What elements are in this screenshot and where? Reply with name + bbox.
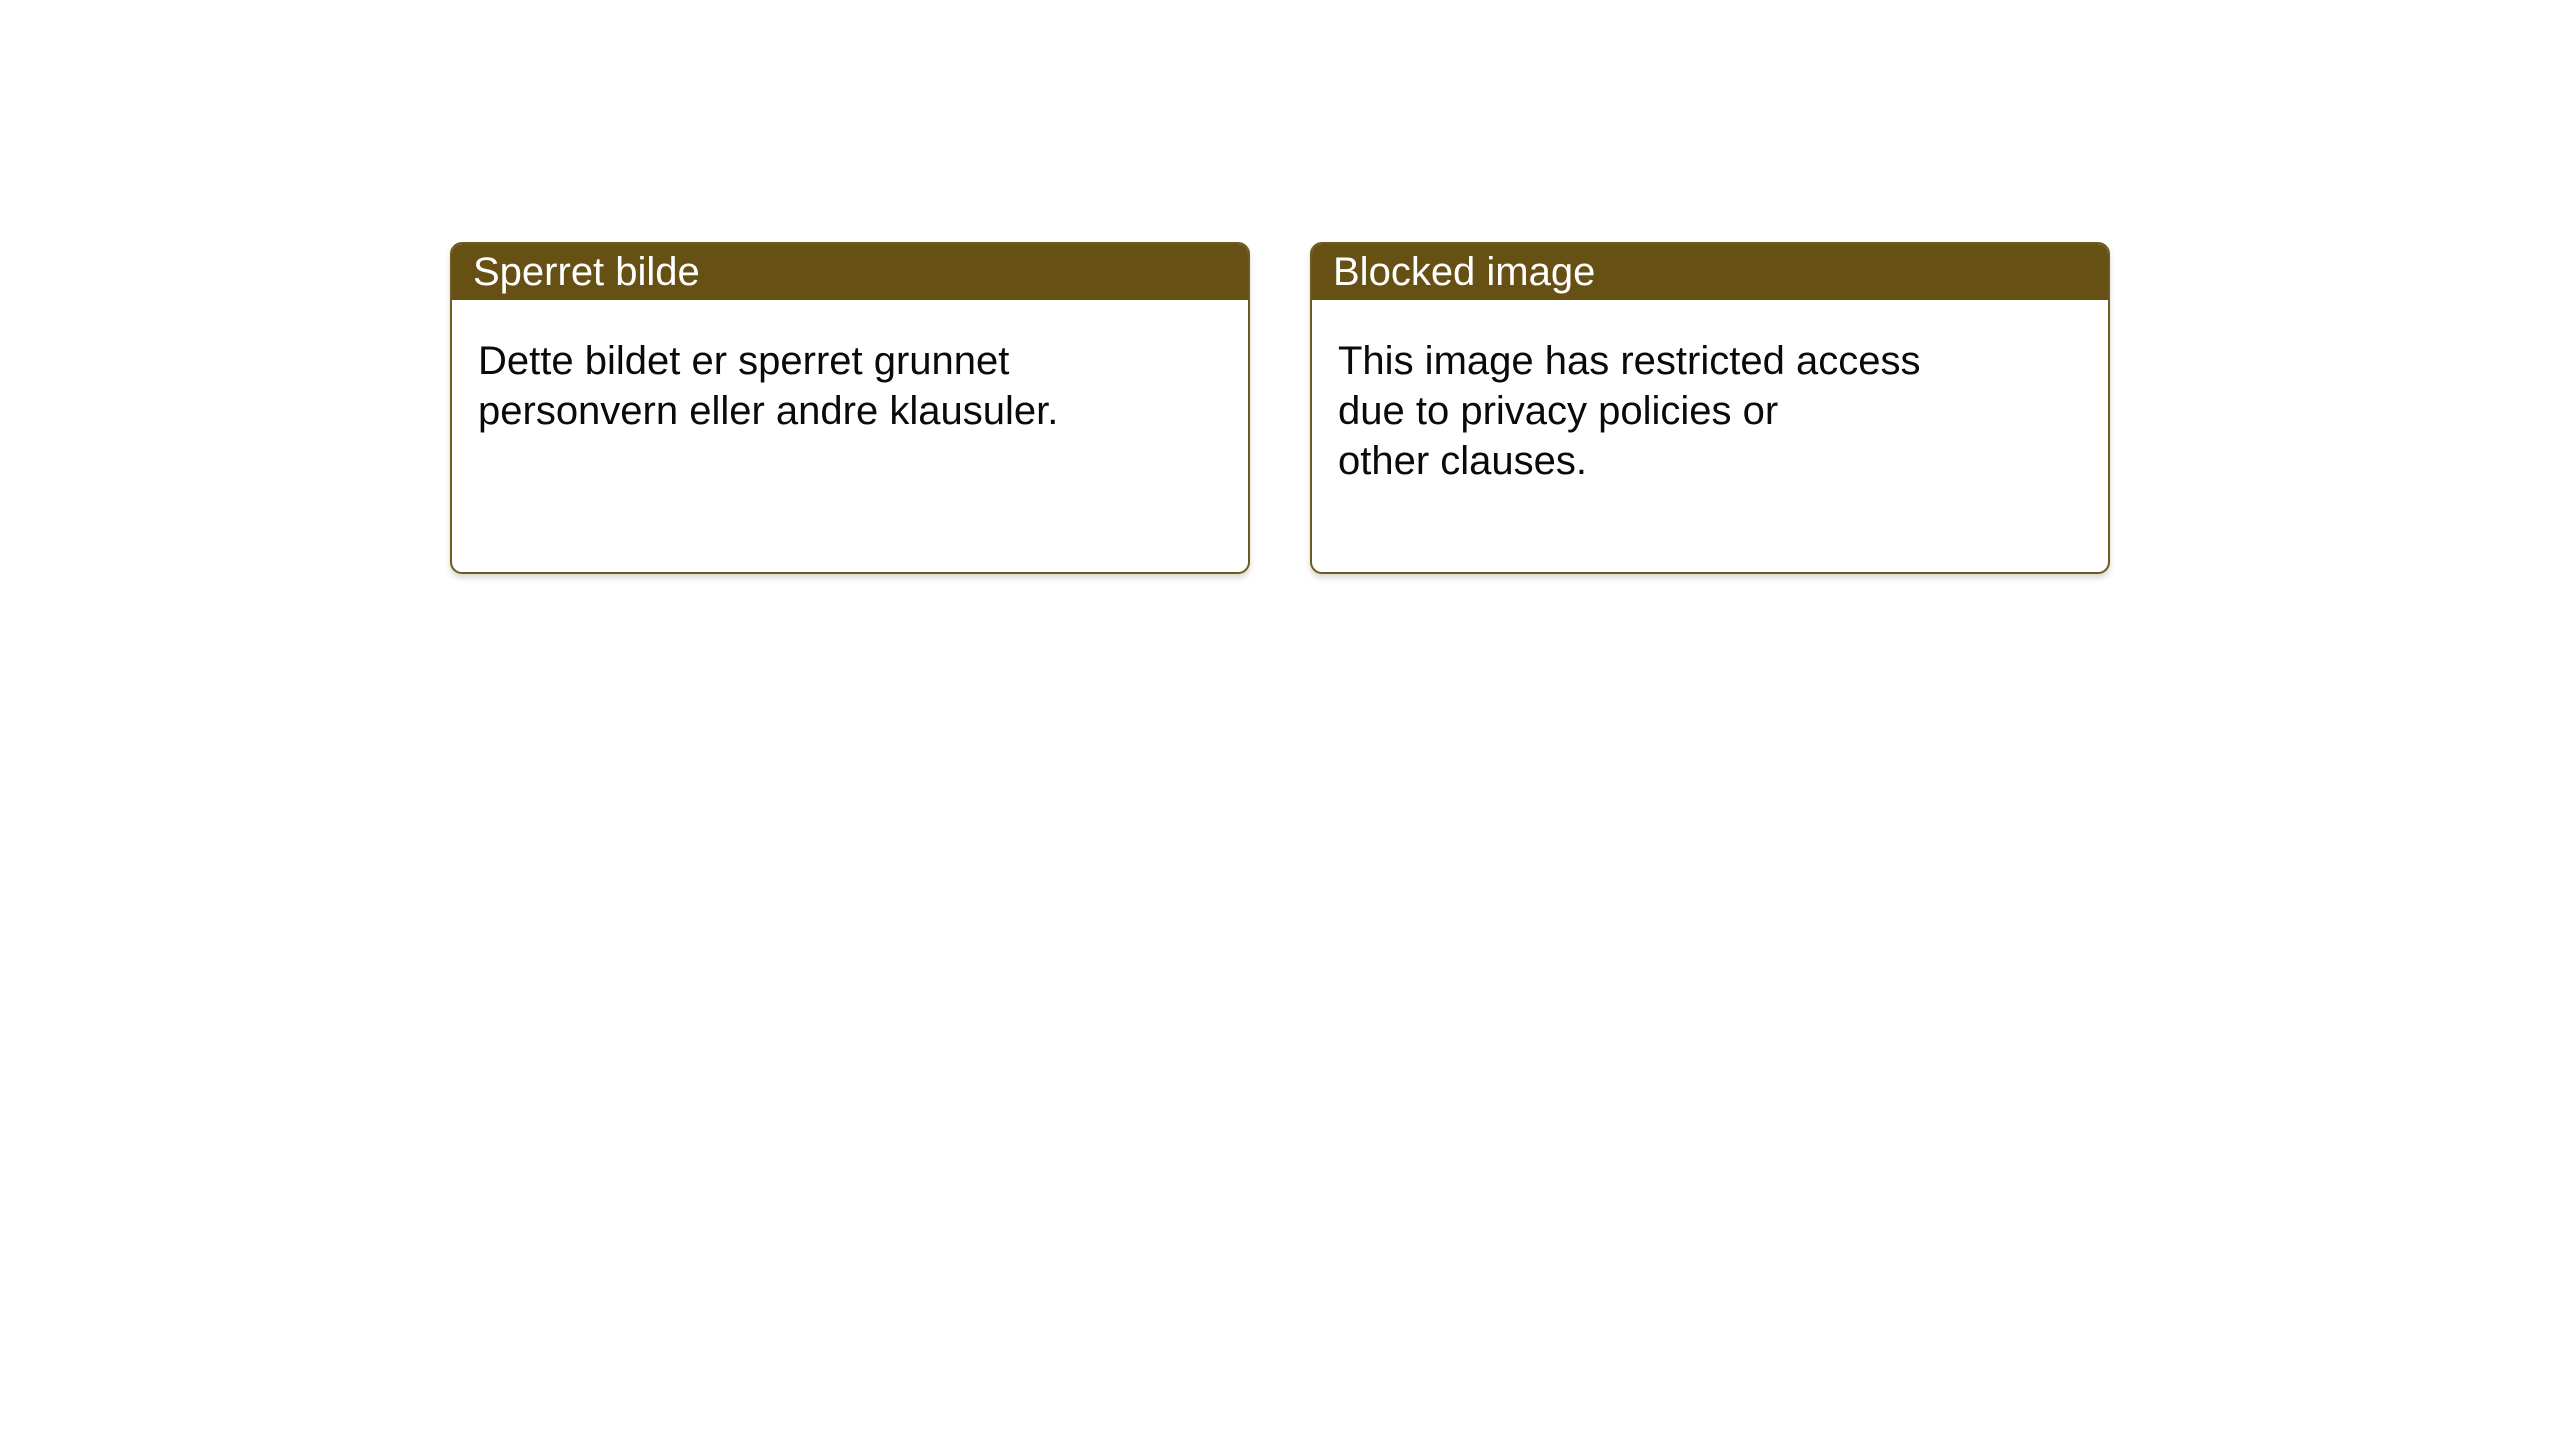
card-body-line: due to privacy policies or (1338, 389, 1779, 433)
blocked-image-card-english (1310, 242, 2110, 574)
card-body (1312, 300, 2108, 486)
card-body-line: This image has restricted access (1338, 339, 1921, 383)
card-header (1312, 244, 2108, 300)
card-title: Blocked image (1333, 250, 1596, 294)
card-body-line: other clauses. (1338, 439, 1588, 483)
card-header (452, 244, 1248, 300)
card-body-line: Dette bildet er sperret grunnet (478, 339, 1010, 383)
card-body-line: personvern eller andre klausuler. (478, 389, 1059, 433)
card-body (452, 300, 1248, 436)
card-title: Sperret bilde (473, 250, 700, 294)
blocked-image-card-norwegian (450, 242, 1250, 574)
